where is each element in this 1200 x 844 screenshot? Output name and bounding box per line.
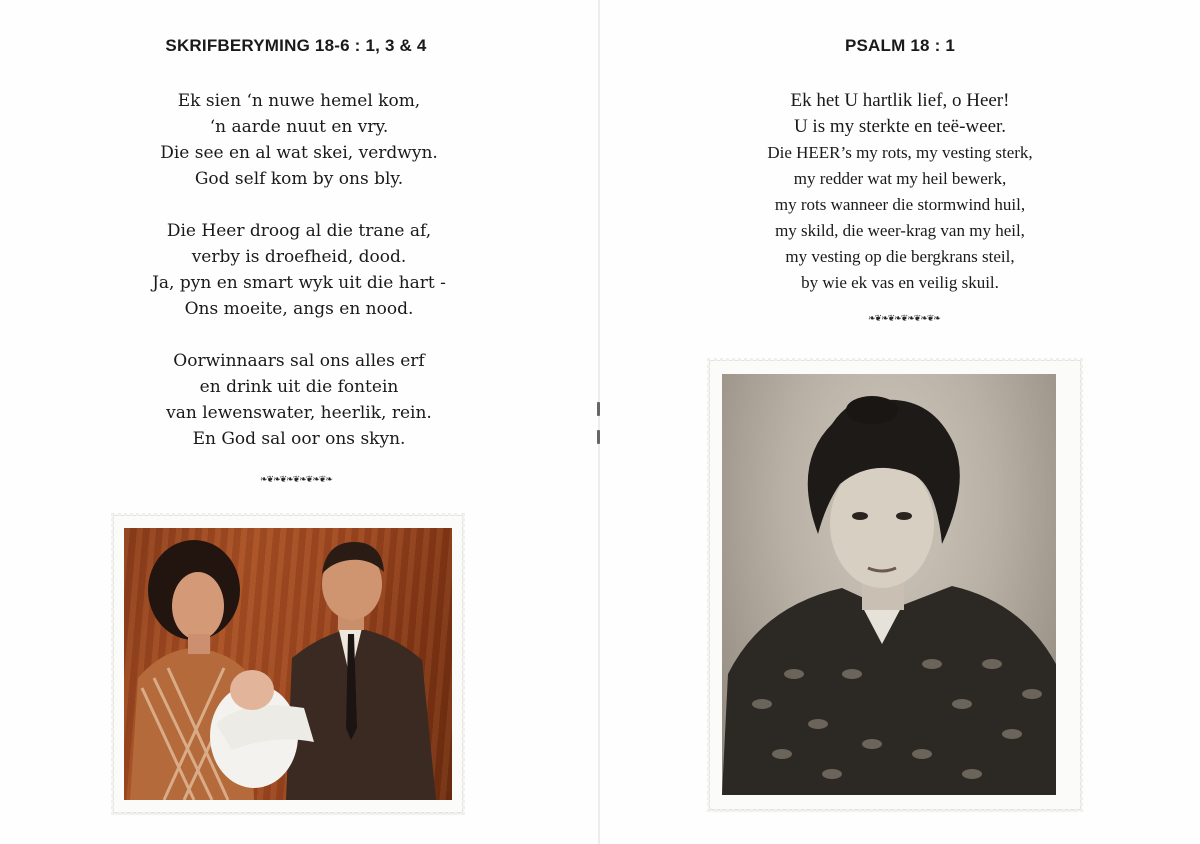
verse-line: Oorwinnaars sal ons alles erf [173,351,425,371]
floral-ornament-icon: ❧❦❧❦❧❦❧❦❧❦❧ [868,314,940,324]
right-psalm-text [600,88,1200,322]
left-verse-2 [0,218,598,322]
left-page-heading: SKRIFBERYMING 18-6 : 1, 3 & 4 [165,36,427,55]
family-photo [124,528,452,800]
verse-line: van lewenswater, heerlik, rein. [166,403,432,423]
verse-line: by wie ek vas en veilig skuil. [801,273,999,292]
verse-line: Ja, pyn en smart wyk uit die hart - [152,273,446,293]
portrait-photo [722,374,1056,795]
family-photo-illustration [124,528,452,800]
verse-line: my skild, die weer-krag van my heil, [775,221,1025,240]
left-hymn-text [0,88,598,478]
verse-line: Die Heer droog al die trane af, [166,221,432,241]
right-page [600,0,1200,844]
left-verse-1 [0,88,598,192]
floral-ornament-icon: ❧❦❧❦❧❦❧❦❧❦❧ [260,475,332,485]
verse-line: en drink uit die fontein [199,377,399,397]
verse-line: verby is droefheid, dood. [191,247,407,267]
verse-line: Die see en al wat skei, verdwyn. [160,143,438,163]
family-photo-frame [114,516,462,812]
verse-line: my rots wanneer die stormwind huil, [774,195,1026,214]
verse-line: ‘n aarde nuut en vry. [209,117,389,137]
verse-line: God self kom by ons bly. [194,169,404,189]
verse-line: my vesting op die bergkrans steil, [785,247,1015,266]
verse-line: my redder wat my heil bewerk, [793,169,1007,188]
portrait-photo-illustration [722,374,1056,795]
verse-line: U is my sterkte en teë-weer. [793,116,1007,137]
right-verse-1 [600,88,1200,296]
left-verse-3 [0,348,598,452]
verse-line: Die HEER’s my rots, my vesting sterk, [767,143,1033,162]
left-page [0,0,598,844]
right-page-heading: PSALM 18 : 1 [844,36,956,55]
verse-line: En God sal oor ons skyn. [192,429,406,449]
verse-line: Ek sien ‘n nuwe hemel kom, [177,91,421,111]
verse-line: Ek het U hartlik lief, o Heer! [790,90,1010,111]
verse-line: Ons moeite, angs en nood. [184,299,414,319]
portrait-photo-frame [710,361,1080,809]
